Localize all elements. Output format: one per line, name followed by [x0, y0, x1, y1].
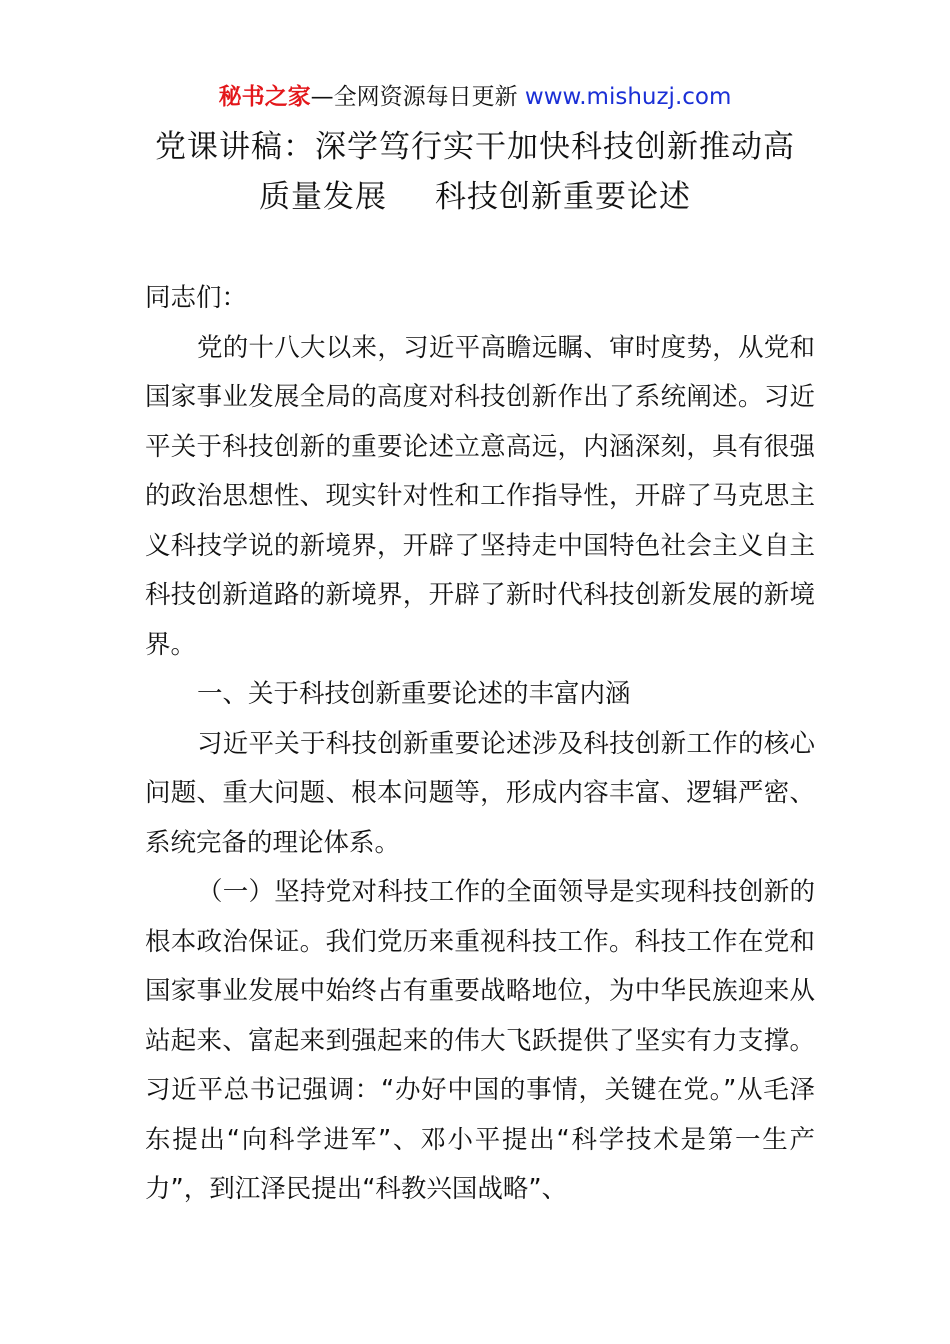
paragraph: （一）坚持党对科技工作的全面领导是实现科技创新的根本政治保证。我们党历来重视科技工作。科技工作在党和国家事业发展中始终占有重要战略地位，为中华民族迎来从站起来、富起来到强起来的伟大飞跃提供了坚实有力支撑。习近平总书记强调：“办好中国的事情，关键在党。”从毛泽东提出“向科学进军”、邓小平提出“科学技术是第一生产力”，到江泽民提出“科教兴国战略”、 — [145, 877, 815, 1204]
document-title-part-a: 质量发展 — [259, 179, 387, 215]
brand-name: 秘书之家 — [218, 84, 311, 110]
site-header — [0, 82, 950, 112]
site-url-link[interactable]: www.mishuzj.com — [524, 84, 732, 110]
paragraph: 习近平关于科技创新重要论述涉及科技创新工作的核心问题、重大问题、根本问题等，形成内容丰富、逻辑严密、系统完备的理论体系。 — [145, 728, 815, 858]
salutation: 同志们： — [145, 283, 248, 313]
document-title-line-1: 党课讲稿：深学笃行实干加快科技创新推动高 — [155, 129, 795, 165]
header-tagline: —全网资源每日更新 — [310, 84, 525, 110]
document-title-line-2 — [0, 177, 950, 217]
paragraph: 党的十八大以来，习近平高瞻远瞩、审时度势，从党和国家事业发展全局的高度对科技创新作出了系统阐述。习近平关于科技创新的重要论述立意高远，内涵深刻，具有很强的政治思想性、现实针对性和工作指导性，开辟了马克思主义科技学说的新境界，开辟了坚持走中国特色社会主义自主科技创新道路的新境界，开辟了新时代科技创新发展的新境界。 — [145, 332, 815, 660]
document-body — [145, 274, 815, 1215]
document-title-part-b: 科技创新重要论述 — [435, 179, 691, 215]
section-heading: 一、关于科技创新重要论述的丰富内涵 — [197, 679, 631, 709]
